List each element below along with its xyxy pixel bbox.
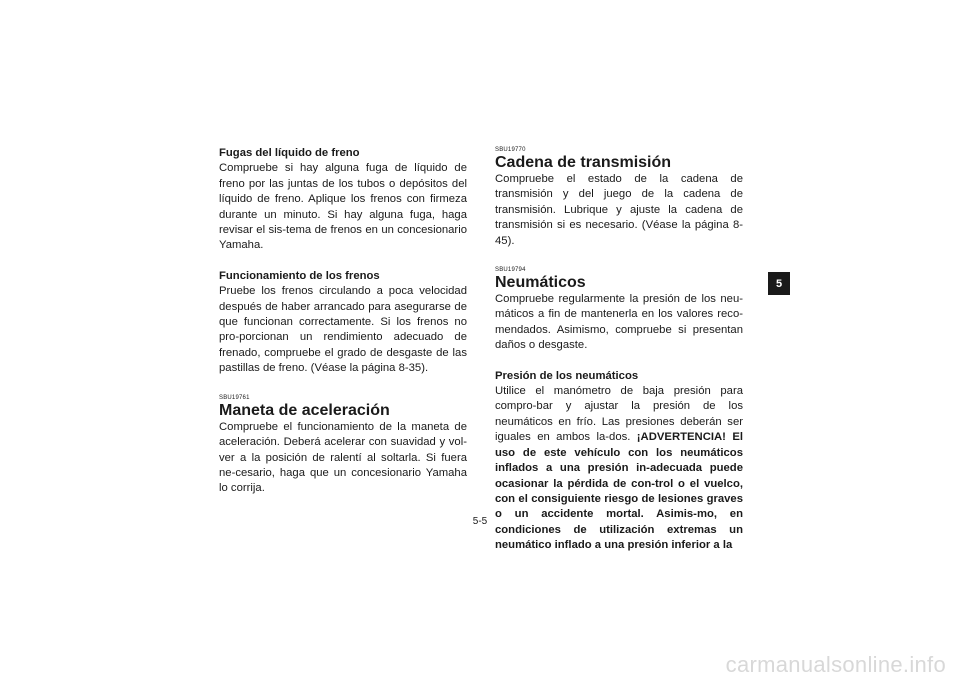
- right-column: [495, 146, 743, 554]
- brake-fluid-leak-text: Compruebe si hay alguna fuga de líquido de freno por las juntas de los tubos o depósitos del líquido de freno. Aplique los frenos con firmeza durante un minuto. Si hay alguna fuga, haga revisar el sis-tema de frenos en un concesionario Yamaha.: [219, 162, 467, 252]
- drive-chain-heading: Cadena de transmisión: [495, 154, 672, 171]
- watermark: carmanualsonline.info: [725, 652, 946, 677]
- brake-fluid-leak-title: Fugas del líquido de freno: [219, 147, 360, 159]
- tires-text: Compruebe regularmente la presión de los neu-máticos a fin de mantenerla en los valores reco-mendados. Asimismo, compruebe si presentan daños o desgaste.: [495, 293, 743, 352]
- drive-chain-text: Compruebe el estado de la cadena de transmisión y del juego de la cadena de transmisión. Lubrique y ajuste la cadena de transmisión si es necesario. (Véase la página 8-45).: [495, 173, 743, 247]
- left-column: [219, 146, 467, 497]
- page-number: 5-5: [472, 516, 488, 527]
- section-code: SBU19794: [495, 267, 526, 274]
- brake-operation-title: Funcionamiento de los frenos: [219, 269, 380, 282]
- tire-pressure-text: [495, 384, 743, 553]
- throttle-lever-heading: Maneta de aceleración: [219, 401, 390, 419]
- brake-operation-text: Pruebe los frenos circulando a poca velocidad después de haber arrancado para asegurarse de que funcionan correctamente. Si los frenos no pro-porcionan un rendimiento adecuado de frenado, compruebe el grado de desgaste de las pastillas de freno. (Véase la página 8-35).: [219, 285, 467, 375]
- warning-text: ¡ADVERTENCIA! El uso de este vehículo con los neumáticos inflados a una presión in-adecuada puede ocasionar la pérdida de con-trol o el vuelco, con el consiguiente riesgo de lesiones graves o un accidente mortal. Asimis-mo, en condiciones de utilización extremas un neumático inflado a una presión inferior a la: [495, 431, 743, 552]
- section-code: SBU19761: [219, 394, 250, 401]
- chapter-tab: 5: [768, 272, 790, 295]
- tire-pressure-body: Utilice el manómetro de baja presión para compro-bar y ajustar la presión de los neumáticos en frío. Las presiones deberán ser iguales en ambos la-dos.: [495, 385, 743, 444]
- tires-heading: Neumáticos: [495, 274, 586, 292]
- throttle-lever-text: Compruebe el funcionamiento de la maneta de aceleración. Deberá acelerar con suavidad y vol-ver a la posición de ralentí al soltarla. Si fuera ne-cesario, haga que un concesionario Yamaha lo corrija.: [219, 420, 467, 495]
- tire-pressure-title: Presión de los neumáticos: [495, 369, 639, 382]
- section-code: SBU19770: [495, 147, 526, 153]
